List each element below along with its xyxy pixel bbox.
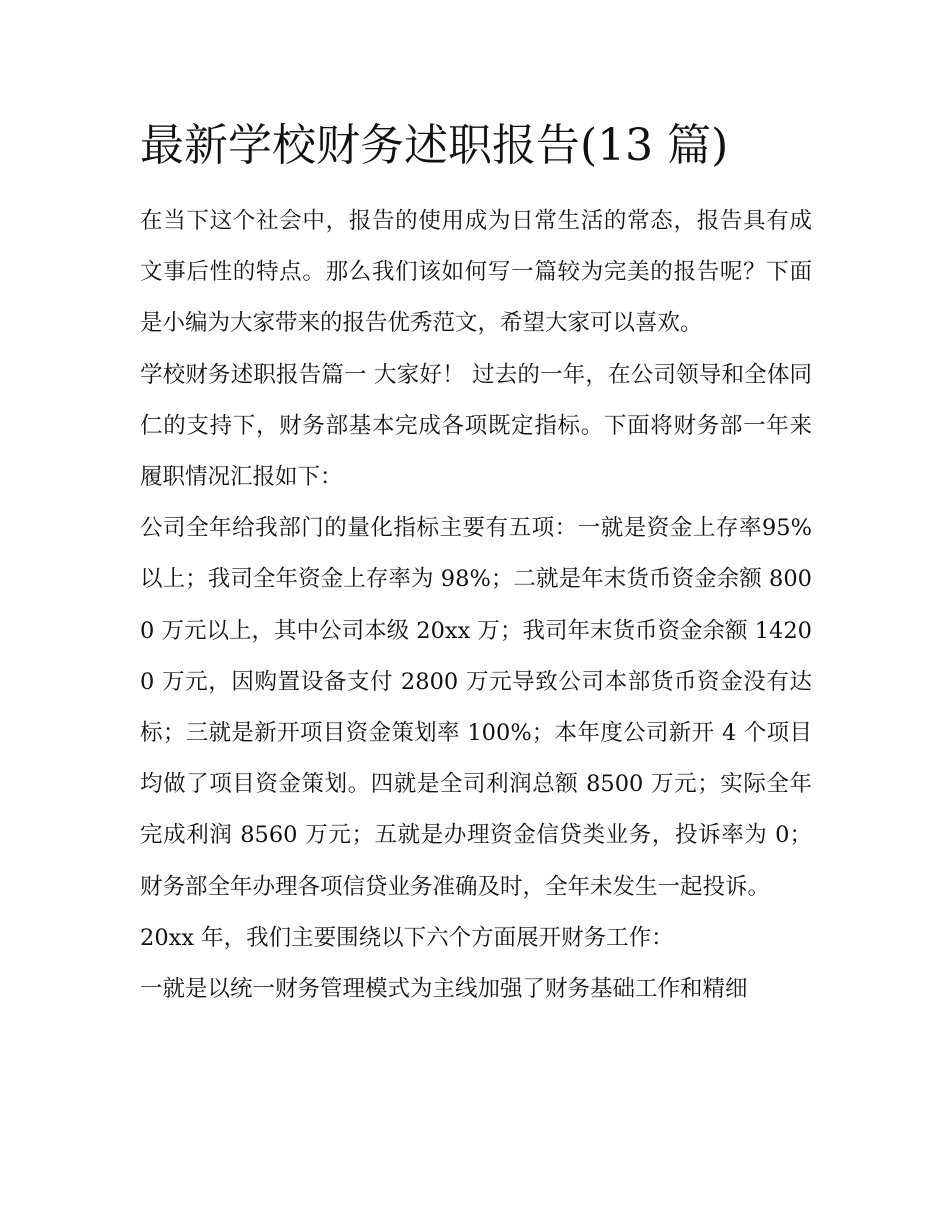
paragraph-first-point: 一就是以统一财务管理模式为主线加强了财务基础工作和精细 <box>140 976 748 1003</box>
document-title: 最新学校财务述职报告(13 篇) <box>140 120 729 171</box>
paragraph-intro: 在当下这个社会中，报告的使用成为日常生活的常态，报告具有成文事后性的特点。那么我们该如何写一篇较为完美的报告呢？下面是小编为大家带来的报告优秀范文，希望大家可以喜欢。 <box>140 208 812 337</box>
paragraph-greeting: 学校财务述职报告篇一 大家好！ 过去的一年，在公司领导和全体同仁的支持下，财务部基本完成各项既定指标。下面将财务部一年来履职情况汇报如下： <box>140 361 812 491</box>
paragraph-work-overview: 20xx 年，我们主要围绕以下六个方面展开财务工作： <box>140 924 674 951</box>
paragraph-indicators: 公司全年给我部门的量化指标主要有五项：一就是资金上存率95%以上；我司全年资金上存率为 98%；二就是年末货币资金余额 8000 万元以上，其中公司本级 20xx 万；我司年末货币资金余额 14200 万元，因购置设备支付 2800 万元导致公司本部货币资金没有达标；三就是新开项目资金策划率 100%；本年度公司新开 4 个项目均做了项目资金策划。四就是全司利润总额 8500 万元；实际全年完成利润 8560 万元；五就是办理资金信贷类业务，投诉率为 0；财务部全年办理各项信贷业务准确及时，全年未发生一起投诉。 <box>140 515 812 900</box>
document-body <box>140 196 812 1015</box>
